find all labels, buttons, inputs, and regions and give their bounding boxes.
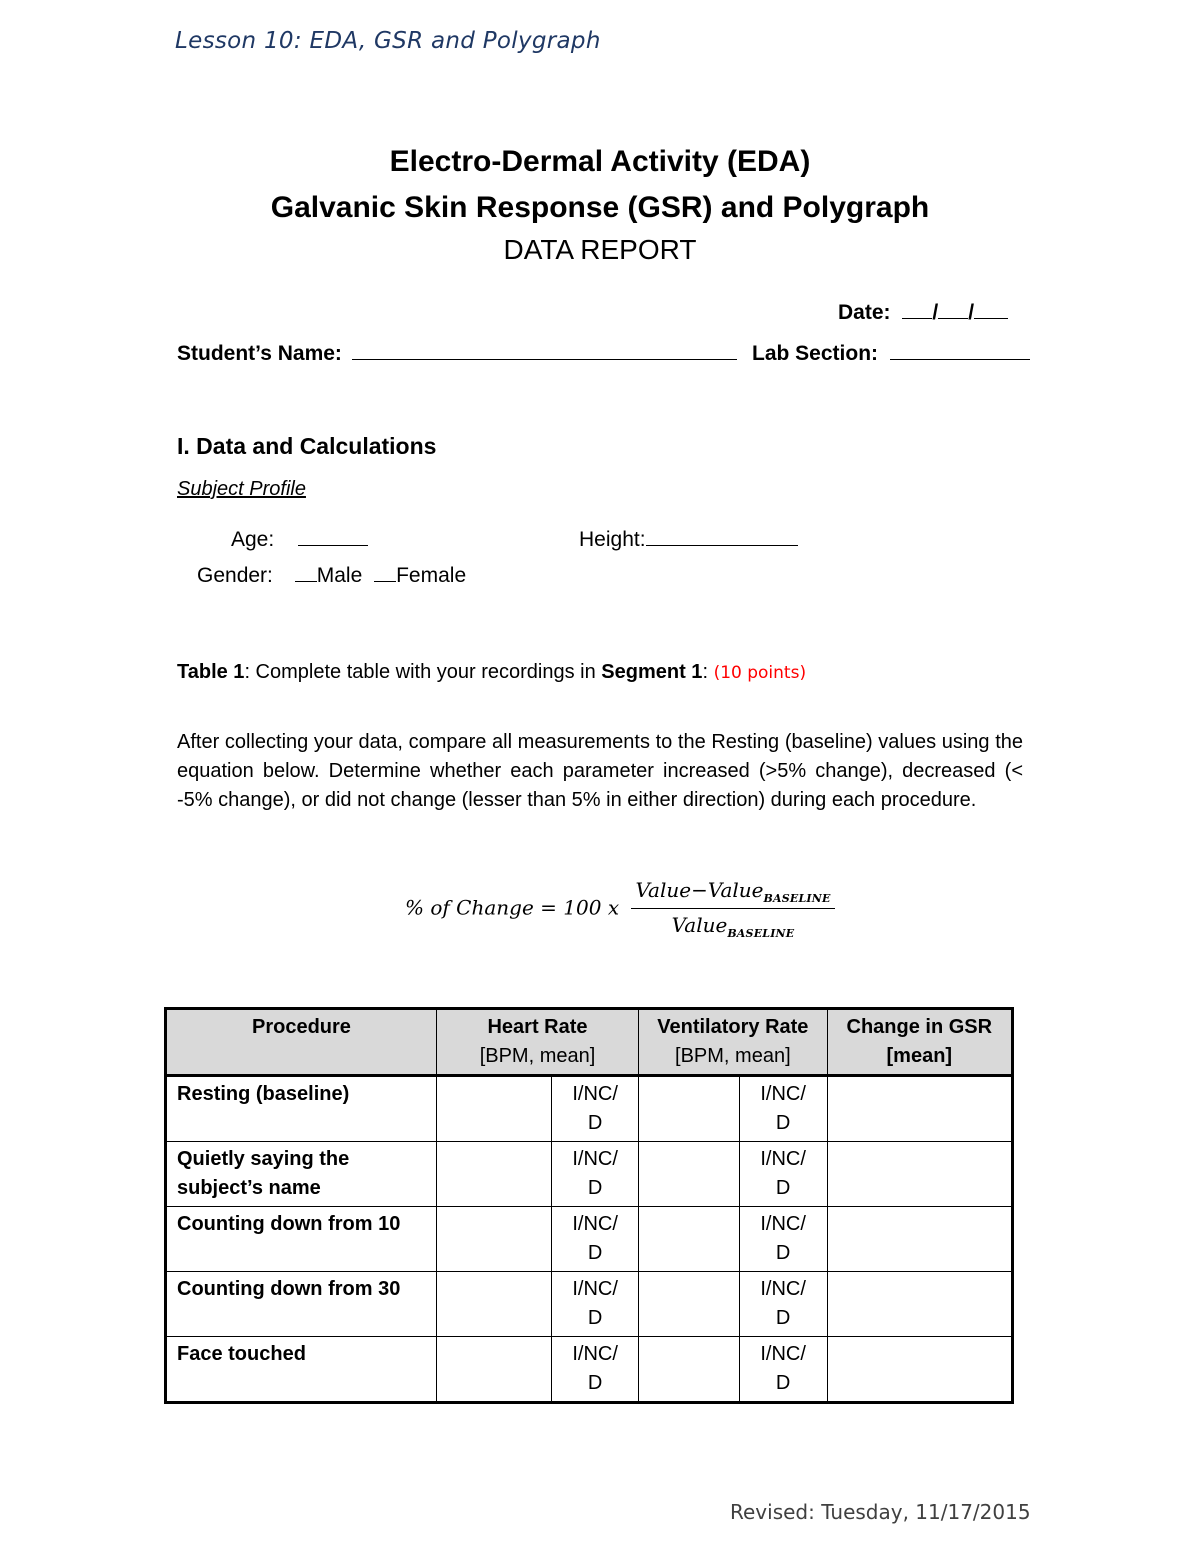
ventilatory-rate-flag-cell[interactable] bbox=[739, 1142, 827, 1207]
table-label: Table 1 bbox=[177, 661, 245, 683]
percent-change-formula bbox=[405, 878, 835, 940]
table-row bbox=[166, 1207, 1013, 1272]
subject-profile-heading: Subject Profile bbox=[177, 478, 306, 500]
flag-line1: I/NC/ bbox=[760, 1343, 806, 1365]
flag-line2: D bbox=[587, 1112, 603, 1134]
gsr-input-cell[interactable] bbox=[827, 1142, 1012, 1207]
table-row bbox=[166, 1076, 1013, 1142]
section-heading: I. Data and Calculations bbox=[177, 433, 437, 459]
header-gsr-line1: Change in GSR bbox=[846, 1016, 993, 1038]
lab-section-field[interactable] bbox=[752, 341, 1030, 366]
flag-line2: D bbox=[775, 1112, 791, 1134]
ventilatory-rate-flag-cell[interactable] bbox=[739, 1076, 827, 1142]
table-intro-text: : Complete table with your recordings in bbox=[244, 661, 602, 683]
heart-rate-flag-cell[interactable] bbox=[552, 1142, 639, 1207]
lab-section-blank[interactable] bbox=[890, 341, 1030, 360]
date-month-blank[interactable] bbox=[902, 300, 932, 319]
female-label: Female bbox=[396, 564, 467, 587]
ventilatory-rate-input-cell[interactable] bbox=[639, 1142, 740, 1207]
flag-line2: D bbox=[775, 1242, 791, 1264]
height-label: Height: bbox=[579, 528, 646, 551]
date-field[interactable] bbox=[838, 300, 1008, 325]
age-blank[interactable] bbox=[298, 527, 368, 546]
flag-line2: D bbox=[587, 1242, 603, 1264]
ventilatory-rate-input-cell[interactable] bbox=[639, 1207, 740, 1272]
table-row bbox=[166, 1142, 1013, 1207]
ventilatory-rate-flag-cell[interactable] bbox=[739, 1272, 827, 1337]
header-gsr-line2: [mean] bbox=[886, 1045, 953, 1067]
date-label: Date: bbox=[838, 301, 891, 324]
procedure-cell: Face touched bbox=[166, 1337, 437, 1403]
flag-line2: D bbox=[587, 1307, 603, 1329]
procedure-cell: Counting down from 10 bbox=[166, 1207, 437, 1272]
heart-rate-input-cell[interactable] bbox=[436, 1142, 551, 1207]
formula-equals: = bbox=[540, 895, 557, 920]
heart-rate-flag-cell[interactable] bbox=[552, 1076, 639, 1142]
table-row bbox=[166, 1337, 1013, 1403]
heart-rate-input-cell[interactable] bbox=[436, 1337, 551, 1403]
header-procedure-text: Procedure bbox=[251, 1016, 351, 1038]
date-day-blank[interactable] bbox=[938, 300, 968, 319]
procedure-cell: Resting (baseline) bbox=[166, 1076, 437, 1142]
header-heart-rate-line2: [BPM, mean] bbox=[479, 1045, 596, 1067]
procedure-cell: Quietly saying the subject’s name bbox=[166, 1142, 437, 1207]
student-name-blank[interactable] bbox=[352, 341, 737, 360]
flag-line1: I/NC/ bbox=[572, 1213, 618, 1235]
title-line-1: Electro-Dermal Activity (EDA) bbox=[389, 145, 811, 178]
flag-line1: I/NC/ bbox=[572, 1148, 618, 1170]
flag-line2: D bbox=[775, 1372, 791, 1394]
gsr-input-cell[interactable] bbox=[827, 1272, 1012, 1337]
height-field[interactable] bbox=[579, 527, 798, 552]
header-ventilatory-rate-line2: [BPM, mean] bbox=[675, 1045, 791, 1067]
points-label: (10 points) bbox=[713, 663, 807, 683]
formula-lhs: % of Change bbox=[405, 895, 534, 920]
formula-numerator-value: Value bbox=[635, 878, 692, 902]
ventilatory-rate-input-cell[interactable] bbox=[639, 1076, 740, 1142]
formula-denominator: Value bbox=[671, 913, 728, 937]
instructions-paragraph: After collecting your data, compare all measurements to the Resting (baseline) values using the equation below. Determine whether each parameter increased (>5% change), decreased (< -5% change), or did not change (lesser than 5% in either direction) during each procedure. bbox=[177, 731, 1023, 811]
table-header-row bbox=[166, 1009, 1013, 1076]
gender-field[interactable] bbox=[197, 563, 466, 588]
ventilatory-rate-flag-cell[interactable] bbox=[739, 1207, 827, 1272]
header-heart-rate bbox=[436, 1009, 638, 1076]
heart-rate-input-cell[interactable] bbox=[436, 1272, 551, 1337]
heart-rate-input-cell[interactable] bbox=[436, 1207, 551, 1272]
date-separator: / bbox=[932, 301, 939, 324]
ventilatory-rate-input-cell[interactable] bbox=[639, 1272, 740, 1337]
formula-fraction bbox=[631, 878, 834, 940]
flag-line2: D bbox=[587, 1177, 603, 1199]
ventilatory-rate-flag-cell[interactable] bbox=[739, 1337, 827, 1403]
segment-label: Segment 1 bbox=[601, 661, 703, 683]
flag-line1: I/NC/ bbox=[760, 1148, 806, 1170]
flag-line1: I/NC/ bbox=[572, 1083, 618, 1105]
flag-line2: D bbox=[587, 1372, 603, 1394]
formula-numerator-baseline: Value bbox=[707, 878, 764, 902]
flag-line2: D bbox=[775, 1307, 791, 1329]
gsr-input-cell[interactable] bbox=[827, 1207, 1012, 1272]
data-table bbox=[164, 1007, 1014, 1404]
female-checkbox[interactable] bbox=[374, 563, 396, 582]
flag-line1: I/NC/ bbox=[760, 1213, 806, 1235]
age-field[interactable] bbox=[231, 527, 368, 552]
male-label: Male bbox=[316, 564, 363, 587]
date-separator: / bbox=[968, 301, 975, 324]
male-checkbox[interactable] bbox=[295, 563, 317, 582]
flag-line1: I/NC/ bbox=[760, 1083, 806, 1105]
lab-section-label: Lab Section: bbox=[752, 342, 879, 365]
formula-baseline-subscript: BASELINE bbox=[727, 927, 795, 940]
heart-rate-flag-cell[interactable] bbox=[552, 1337, 639, 1403]
header-heart-rate-line1: Heart Rate bbox=[487, 1016, 588, 1038]
flag-line1: I/NC/ bbox=[572, 1343, 618, 1365]
title-line-3: DATA REPORT bbox=[503, 234, 697, 265]
lesson-header: Lesson 10: EDA, GSR and Polygraph bbox=[175, 28, 601, 54]
heart-rate-flag-cell[interactable] bbox=[552, 1272, 639, 1337]
flag-line1: I/NC/ bbox=[572, 1278, 618, 1300]
flag-line2: D bbox=[775, 1177, 791, 1199]
gsr-input-cell[interactable] bbox=[827, 1337, 1012, 1403]
student-name-label: Student’s Name: bbox=[177, 342, 342, 365]
height-blank[interactable] bbox=[646, 527, 798, 546]
table-intro bbox=[177, 661, 806, 684]
table-row bbox=[166, 1272, 1013, 1337]
procedure-cell: Counting down from 30 bbox=[166, 1272, 437, 1337]
header-procedure bbox=[166, 1009, 437, 1076]
title-line-2: Galvanic Skin Response (GSR) and Polygraph bbox=[270, 191, 930, 224]
ventilatory-rate-input-cell[interactable] bbox=[639, 1337, 740, 1403]
header-gsr bbox=[827, 1009, 1012, 1076]
header-ventilatory-rate-line1: Ventilatory Rate bbox=[657, 1016, 809, 1038]
gsr-input-cell[interactable] bbox=[827, 1076, 1012, 1142]
heart-rate-flag-cell[interactable] bbox=[552, 1207, 639, 1272]
student-name-field[interactable] bbox=[177, 341, 737, 366]
age-label: Age: bbox=[231, 528, 275, 551]
date-year-blank[interactable] bbox=[974, 300, 1008, 319]
heart-rate-input-cell[interactable] bbox=[436, 1076, 551, 1142]
formula-minus: − bbox=[691, 878, 708, 902]
formula-factor: 100 x bbox=[563, 895, 620, 920]
table-intro-colon: : bbox=[702, 661, 714, 683]
revised-footer: Revised: Tuesday, 11/17/2015 bbox=[730, 1500, 1031, 1524]
formula-baseline-subscript: BASELINE bbox=[763, 892, 831, 905]
header-ventilatory-rate bbox=[639, 1009, 828, 1076]
gender-label: Gender: bbox=[197, 564, 273, 587]
flag-line1: I/NC/ bbox=[760, 1278, 806, 1300]
